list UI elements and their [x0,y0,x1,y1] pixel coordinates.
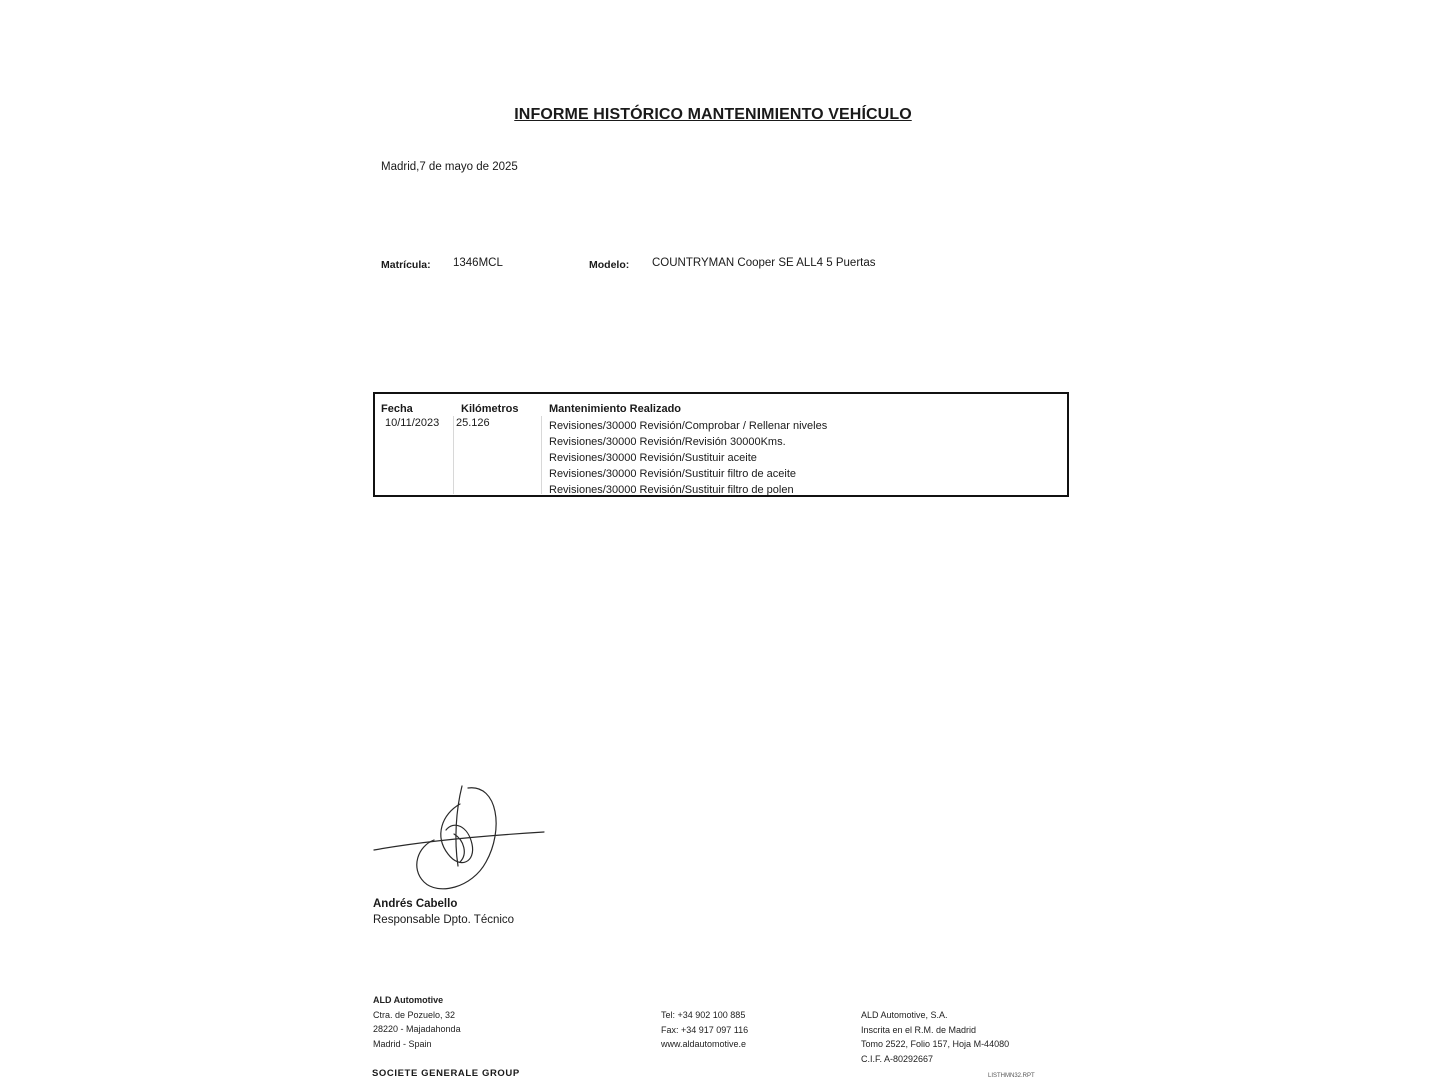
signer-name: Andrés Cabello [373,898,458,910]
report-title: INFORME HISTÓRICO MANTENIMIENTO VEHÍCULO [514,106,912,123]
column-divider [453,416,454,494]
km-column-header: Kilómetros [461,403,519,415]
task-item: Revisiones/30000 Revisión/Revisión 30000Kms. [549,436,786,448]
legal-line: Inscrita en el R.M. de Madrid [861,1024,977,1035]
signer-role: Responsable Dpto. Técnico [373,914,515,926]
plate-value: 1346MCL [453,257,503,269]
phone-number: Tel: +34 902 100 885 [661,1010,746,1020]
plate-label: Matrícula: [381,259,431,271]
report-reference-code: LISTHMN32.RPT [988,1073,1035,1079]
report-date: Madrid,7 de mayo de 2025 [381,161,518,173]
handwritten-signature [368,770,548,900]
task-item: Revisiones/30000 Revisión/Sustituir aceite [549,452,757,464]
fax-number: Fax: +34 917 097 116 [661,1024,749,1035]
task-list [549,418,827,497]
legal-line: ALD Automotive, S.A. [861,1010,948,1020]
column-divider [541,416,542,494]
model-label: Modelo: [589,259,630,271]
task-item: Revisiones/30000 Revisión/Sustituir filtro de polen [549,484,794,496]
company-address [373,993,461,1051]
entry-km: 25.126 [456,417,490,429]
entry-date: 10/11/2023 [385,417,440,429]
address-line: Ctra. de Pozuelo, 32 [373,1009,456,1020]
maintenance-table [373,392,1069,497]
company-name: ALD Automotive [373,995,444,1005]
group-name: SOCIETE GENERALE GROUP [372,1068,520,1079]
task-item: Revisiones/30000 Revisión/Sustituir filtro de aceite [549,468,797,480]
model-value: COUNTRYMAN Cooper SE ALL4 5 Puertas [652,257,876,269]
website: www.aldautomotive.e [661,1039,747,1049]
legal-line: Tomo 2522, Folio 157, Hoja M-44080 [861,1039,1010,1049]
contact-info [661,1008,748,1052]
address-line: Madrid - Spain [373,1038,432,1049]
work-column-header: Mantenimiento Realizado [549,403,682,415]
date-column-header: Fecha [381,403,413,415]
legal-line: C.I.F. A-80292667 [861,1053,934,1064]
address-line: 28220 - Majadahonda [373,1024,461,1034]
legal-info [861,1008,1009,1066]
task-item: Revisiones/30000 Revisión/Comprobar / Rellenar niveles [549,420,828,432]
